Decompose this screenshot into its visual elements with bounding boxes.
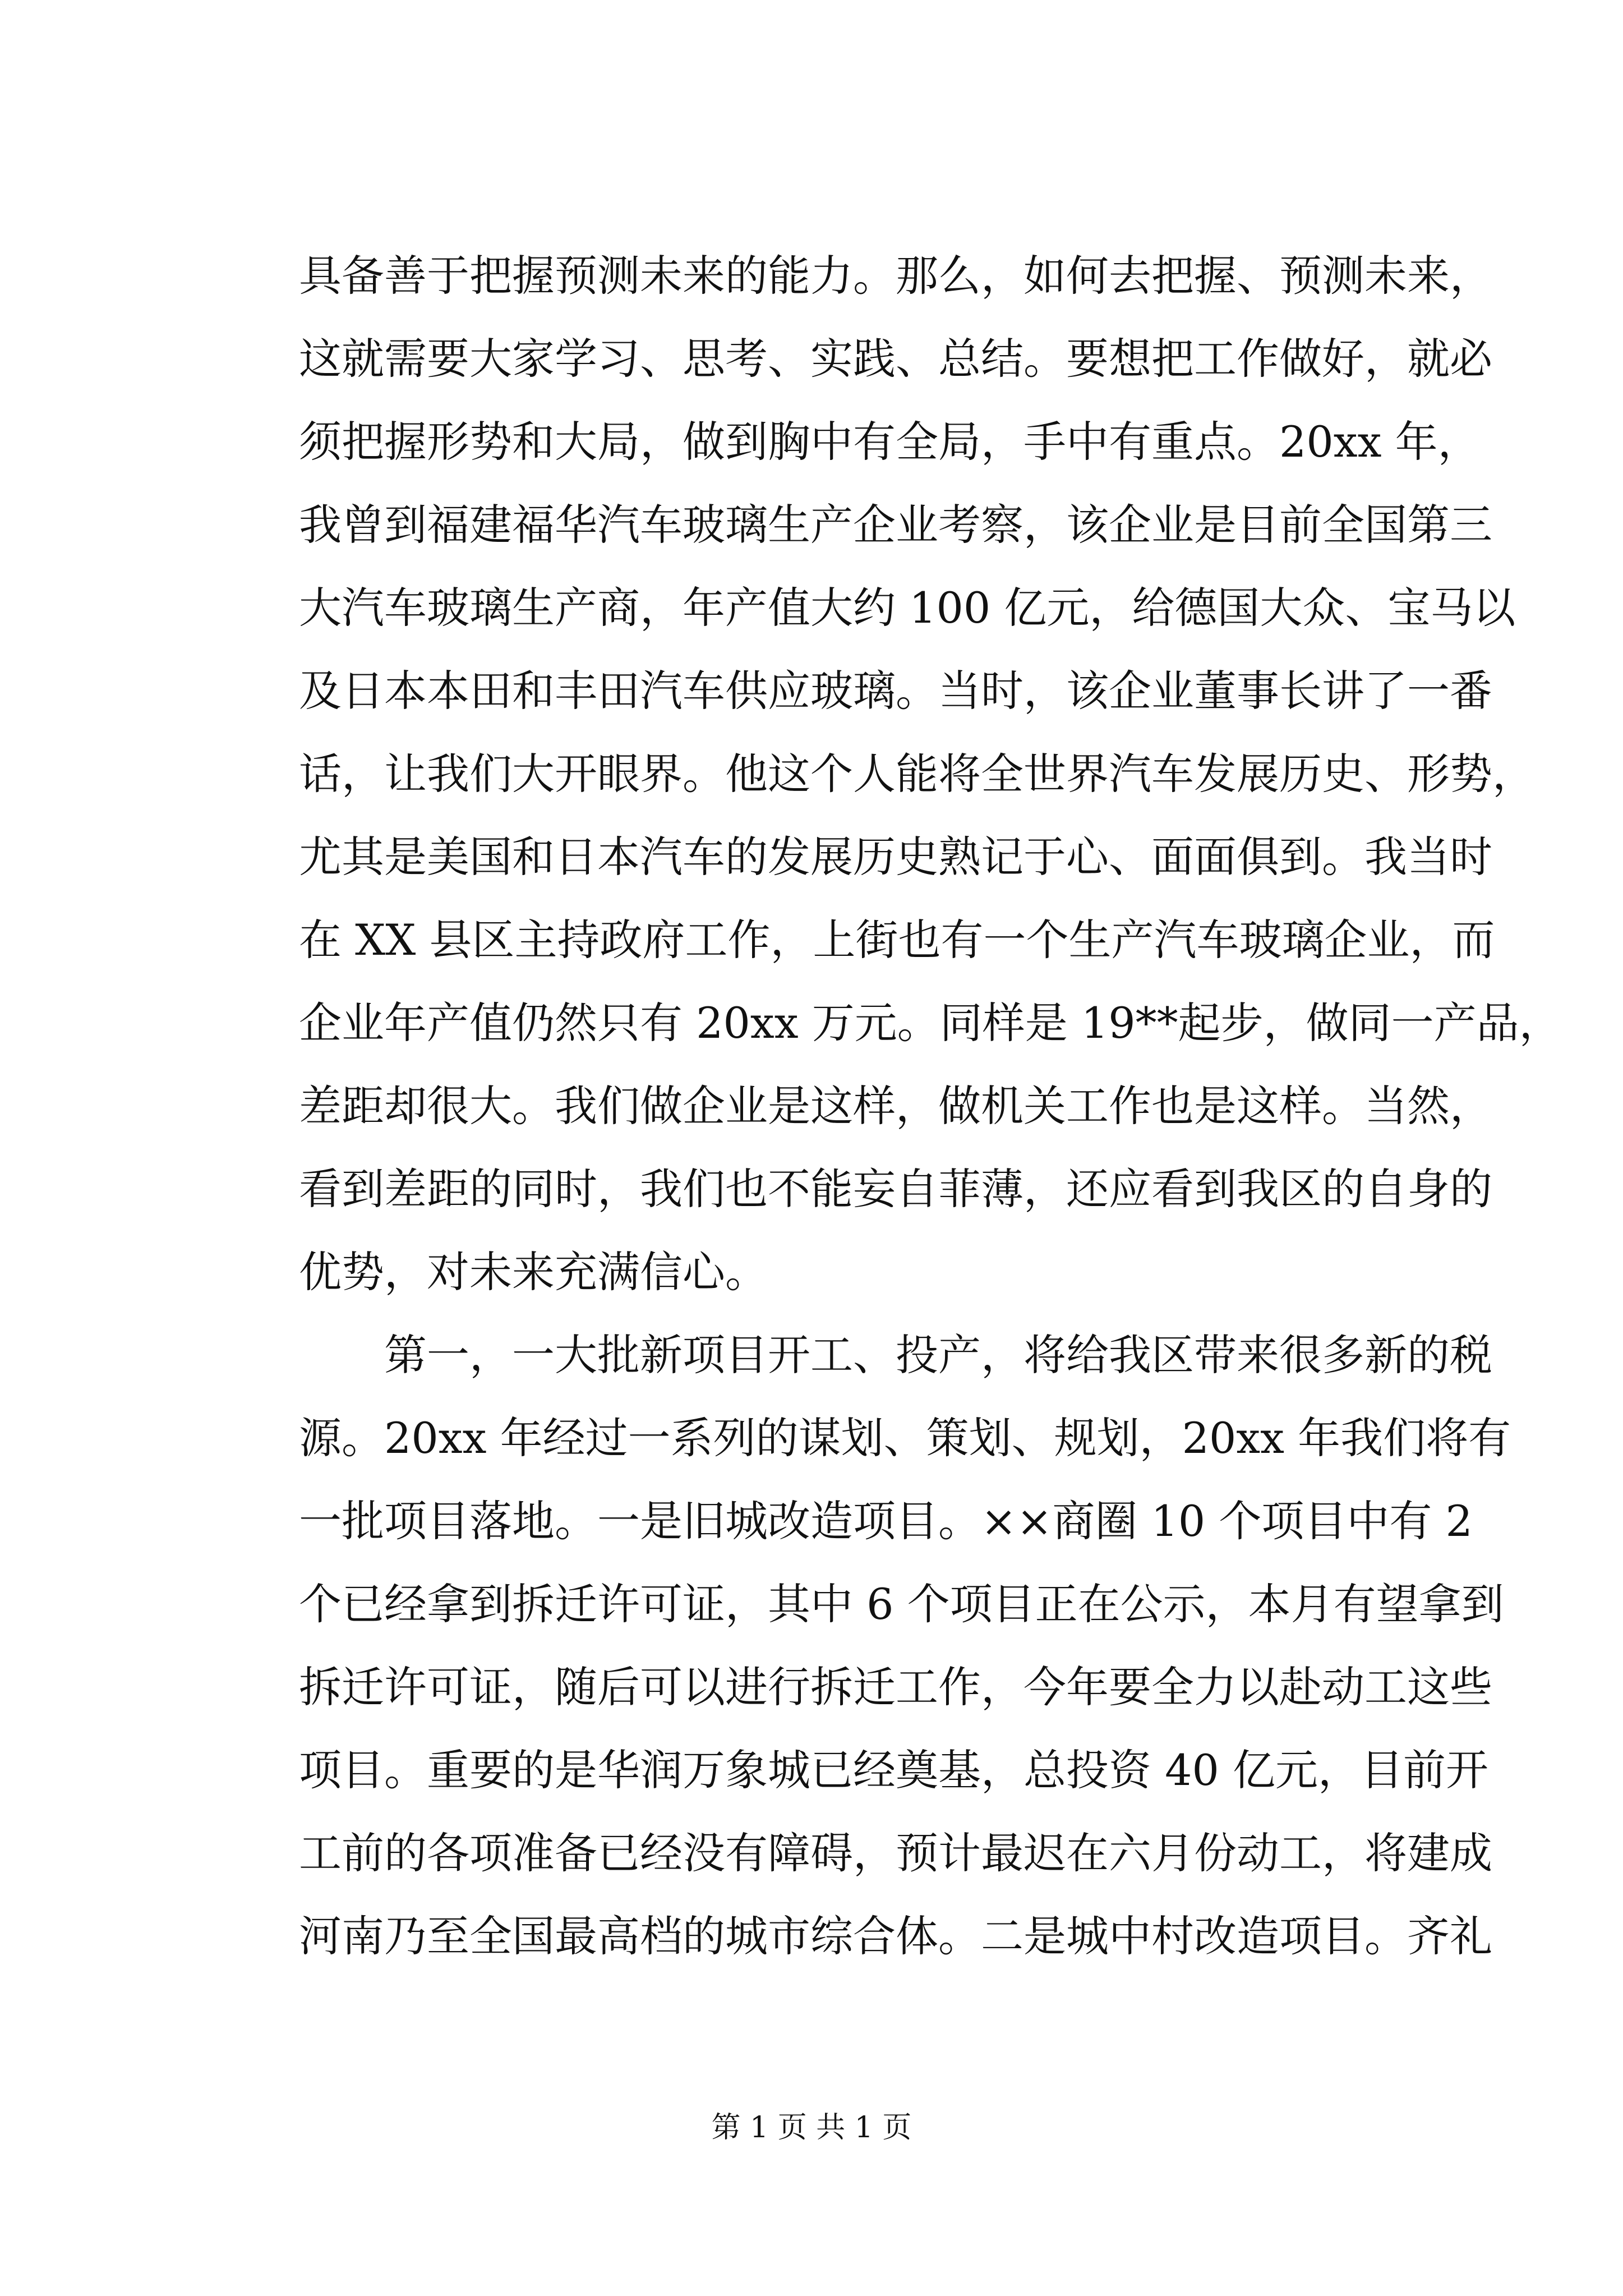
text-line: 源。20xx 年经过一系列的谋划、策划、规划，20xx 年我们将有 — [299, 1413, 1511, 1463]
text-line: 尤其是美国和日本汽车的发展历史熟记于心、面面俱到。我当时 — [299, 832, 1492, 882]
text-line: 及日本本田和丰田汽车供应玻璃。当时，该企业董事长讲了一番 — [299, 666, 1492, 716]
page-number-label: 第 1 页 共 1 页 — [711, 2111, 912, 2145]
text-line: 这就需要大家学习、思考、实践、总结。要想把工作做好，就必 — [299, 334, 1492, 384]
text-line: 河南乃至全国最高档的城市综合体。二是城中村改造项目。齐礼 — [299, 1911, 1492, 1961]
document-body — [299, 234, 1562, 1978]
text-line: 具备善于把握预测未来的能力。那么，如何去把握、预测未来， — [299, 251, 1492, 301]
text-line: 大汽车玻璃生产商，年产值大约 100 亿元，给德国大众、宝马以 — [299, 583, 1516, 633]
text-line: 项目。重要的是华润万象城已经奠基，总投资 40 亿元，目前开 — [299, 1745, 1489, 1795]
text-line: 第一，一大批新项目开工、投产，将给我区带来很多新的税 — [384, 1330, 1492, 1380]
text-line: 话，让我们大开眼界。他这个人能将全世界汽车发展历史、形势， — [299, 749, 1535, 799]
text-line: 一批项目落地。一是旧城改造项目。××商圈 10 个项目中有 2 — [299, 1496, 1473, 1546]
text-line: 须把握形势和大局，做到胸中有全局，手中有重点。20xx 年， — [299, 417, 1481, 467]
text-line: 看到差距的同时，我们也不能妄自菲薄，还应看到我区的自身的 — [299, 1164, 1492, 1214]
text-line: 工前的各项准备已经没有障碍，预计最迟在六月份动工，将建成 — [299, 1828, 1492, 1878]
text-line: 差距却很大。我们做企业是这样，做机关工作也是这样。当然， — [299, 1081, 1492, 1131]
page-footer — [0, 2108, 1623, 2147]
text-line: 个已经拿到拆迁许可证，其中 6 个项目正在公示，本月有望拿到 — [299, 1579, 1504, 1629]
text-line: 拆迁许可证，随后可以进行拆迁工作，今年要全力以赴动工这些 — [299, 1662, 1492, 1712]
text-line: 企业年产值仍然只有 20xx 万元。同样是 19**起步，做同一产品， — [299, 998, 1562, 1048]
text-line: 优势，对未来充满信心。 — [299, 1247, 768, 1297]
text-line: 我曾到福建福华汽车玻璃生产企业考察，该企业是目前全国第三 — [299, 500, 1492, 550]
text-line: 在 XX 县区主持政府工作，上街也有一个生产汽车玻璃企业，而 — [299, 915, 1495, 965]
